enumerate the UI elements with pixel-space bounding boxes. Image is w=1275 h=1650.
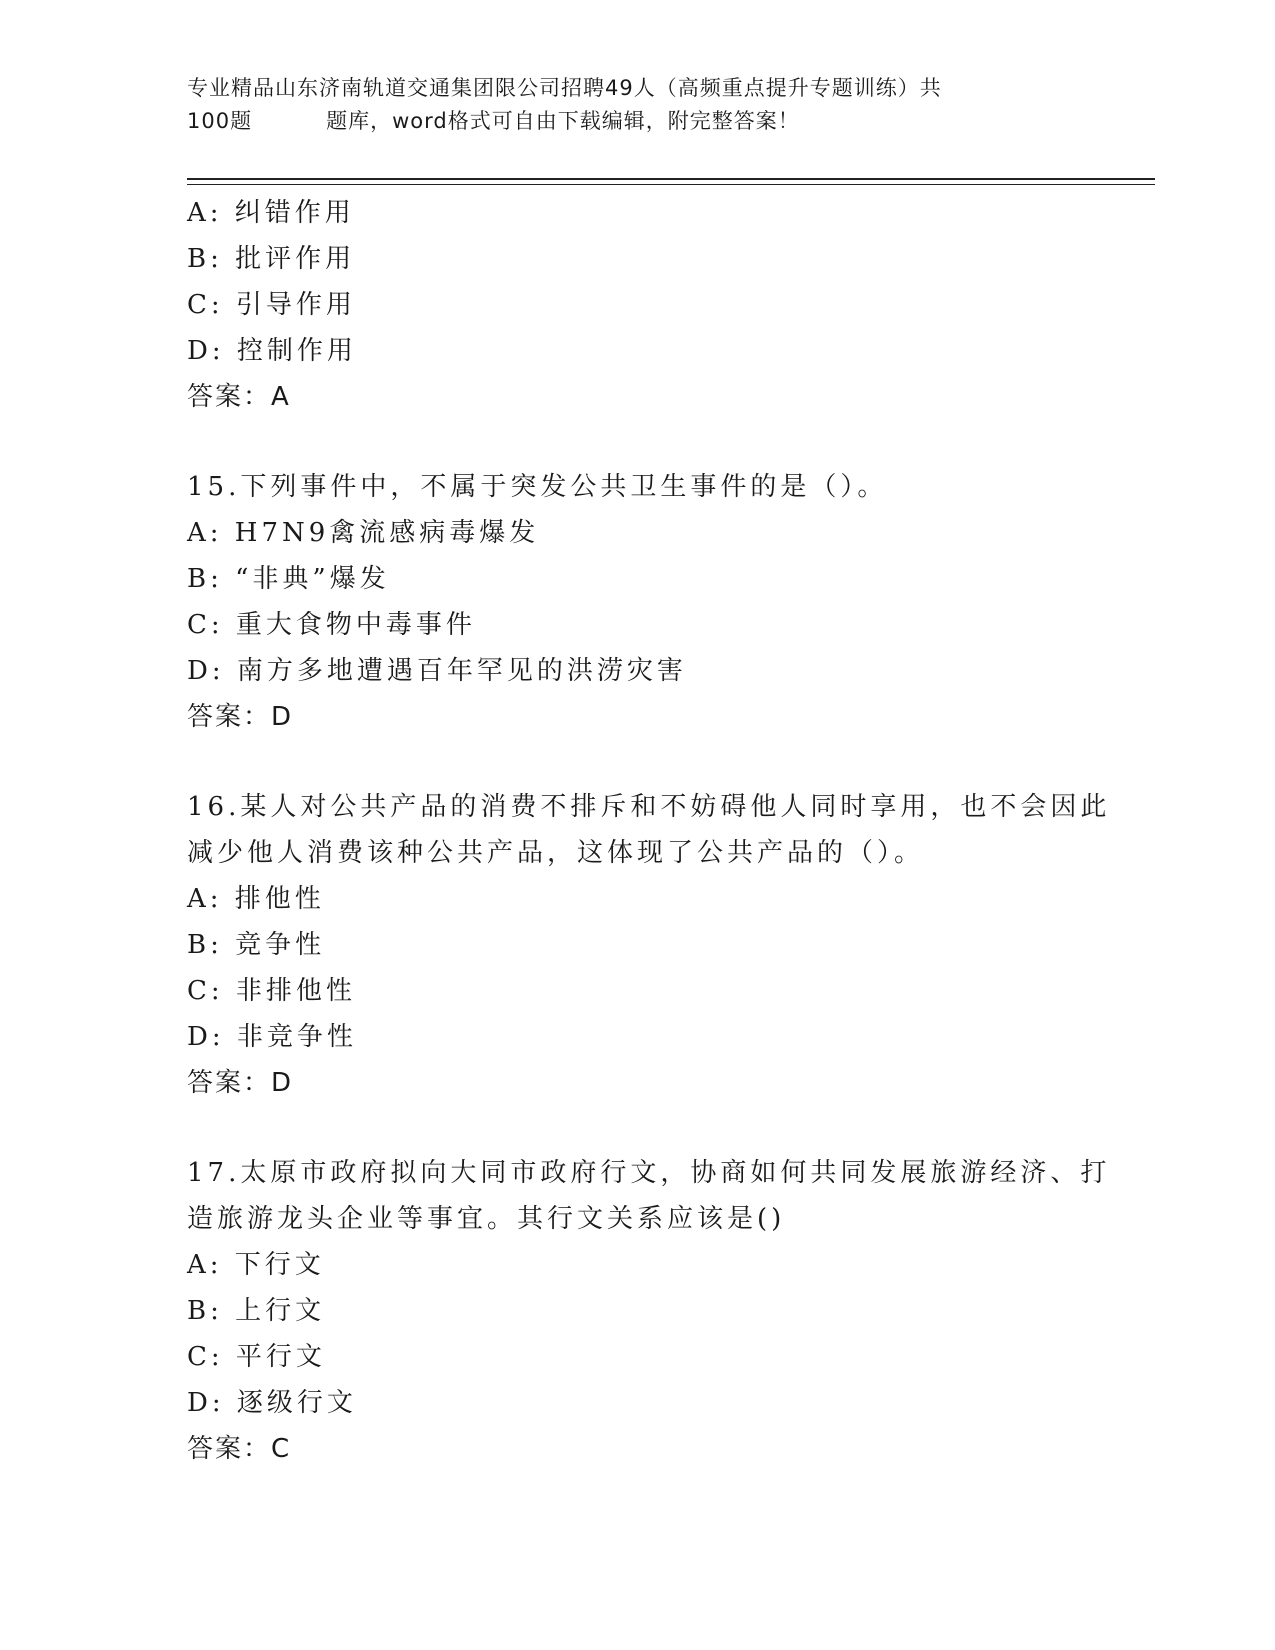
- question-text: 15.下列事件中，不属于突发公共卫生事件的是（）。: [187, 472, 888, 502]
- option-a: A: 下行文: [187, 1250, 325, 1280]
- option-c: C: 非排他性: [187, 976, 356, 1006]
- header-line-2: [187, 105, 1087, 138]
- option-d: D: 南方多地遭遇百年罕见的洪涝灾害: [187, 656, 687, 686]
- question-16: [187, 784, 1117, 1106]
- header-line-1: 专业精品山东济南轨道交通集团限公司招聘49人（高频重点提升专题训练）共: [187, 76, 942, 100]
- option-b: B: 批评作用: [187, 244, 356, 274]
- answer: 答案：A: [187, 382, 291, 412]
- answer: 答案：C: [187, 1434, 292, 1464]
- question-list: [187, 190, 1117, 1472]
- header-divider-thin: [187, 184, 1155, 185]
- option-c: C: 引导作用: [187, 290, 356, 320]
- question-14-tail: [187, 190, 1117, 420]
- answer: 答案：D: [187, 1068, 294, 1098]
- document-header: [187, 72, 1087, 138]
- option-b: B: 上行文: [187, 1296, 326, 1326]
- answer: 答案：D: [187, 702, 294, 732]
- header-divider-thick: [187, 178, 1155, 180]
- option-c: C: 平行文: [187, 1342, 326, 1372]
- option-b: B: “非典”爆发: [187, 564, 390, 594]
- question-17: [187, 1150, 1117, 1472]
- option-a: A: 纠错作用: [187, 198, 355, 228]
- question-15: [187, 464, 1117, 740]
- question-text: 16.某人对公共产品的消费不排斥和不妨碍他人同时享用，也不会因此: [187, 792, 1111, 822]
- option-d: D: 控制作用: [187, 336, 357, 366]
- option-b: B: 竞争性: [187, 930, 326, 960]
- question-text: 17.太原市政府拟向大同市政府行文，协商如何共同发展旅游经济、打: [187, 1158, 1111, 1188]
- question-text: 造旅游龙头企业等事宜。其行文关系应该是(): [187, 1204, 786, 1234]
- question-text: 减少他人消费该种公共产品，这体现了公共产品的（）。: [187, 838, 925, 868]
- option-d: D: 逐级行文: [187, 1388, 357, 1418]
- option-a: A: 排他性: [187, 884, 325, 914]
- option-d: D: 非竞争性: [187, 1022, 357, 1052]
- option-c: C: 重大食物中毒事件: [187, 610, 476, 640]
- header-count: 100题: [187, 109, 253, 133]
- option-a: A: H7N9禽流感病毒爆发: [187, 518, 540, 548]
- header-description: 题库，word格式可自由下载编辑，附完整答案！: [326, 109, 800, 133]
